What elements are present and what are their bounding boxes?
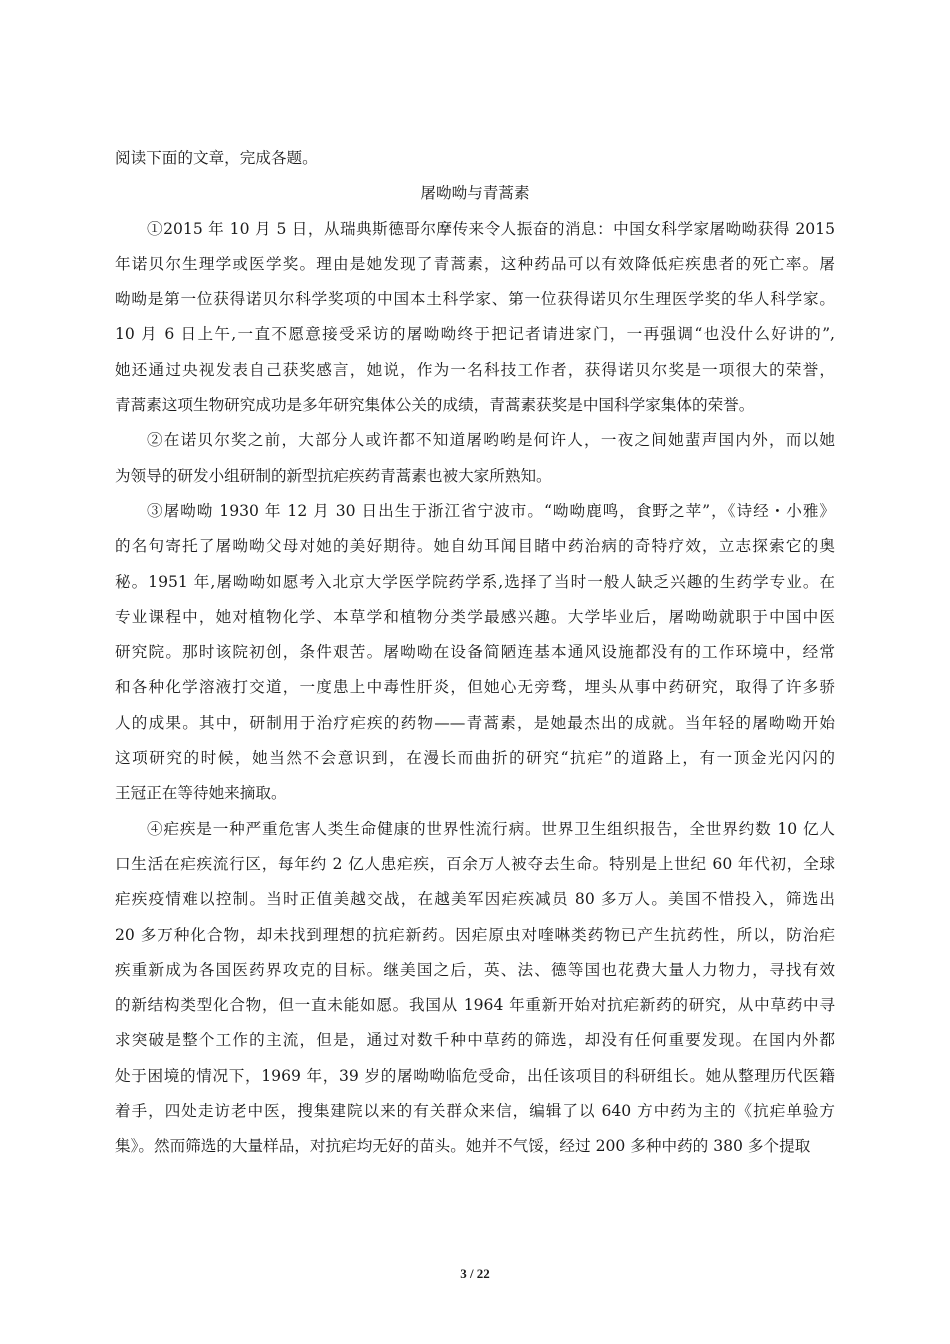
paragraph-line: 为领导的研发小组研制的新型抗疟疾药青蒿素也被大家所熟知。 [115,466,552,485]
page-number: 3 / 22 [460,1266,490,1281]
paragraph-line: 10 月 6 日上午,一直不愿意接受采访的屠呦呦终于把记者请进家门，一再强调“也没什么好讲的”, [115,325,835,344]
paragraph-line: ③屠呦呦 1930 年 12 月 30 日出生于浙江省宁波市。“呦呦鹿鸣，食野之苹”，《诗经・小雅》 [147,501,835,520]
paragraph-line: 这项研究的时候，她当然不会意识到，在漫长而曲折的研究“抗疟”的道路上，有一顶金光闪闪的 [115,749,835,768]
paragraph-line: 疾重新成为各国医药界攻克的目标。继美国之后，英、法、德等国也花费大量人力物力，寻找有效 [115,960,835,979]
paragraph-line: 王冠正在等待她来摘取。 [115,784,287,803]
article-paragraphs [115,212,835,1165]
paragraph-line: 研究院。那时该院初创，条件艰苦。屠呦呦在设备简陋连基本通风设施都没有的工作环境中，经常 [115,643,835,662]
paragraph-line: 的新结构类型化合物，但一直未能如愿。我国从 1964 年重新开始对抗疟新药的研究，从中草药中寻 [115,996,835,1015]
paragraph-line: 20 多万种化合物，却未找到理想的抗疟新药。因疟原虫对喹啉类药物已产生抗药性，所以，防治疟 [115,925,835,944]
paragraph [115,423,835,494]
paragraph-line: ④疟疾是一种严重危害人类生命健康的世界性流行病。世界卫生组织报告，全世界约数 10 亿人 [147,819,835,838]
paragraph-line: 秘。1951 年,屠呦呦如愿考入北京大学医学院药学系,选择了当时一般人缺乏兴趣的生药学专业。在 [115,572,835,591]
paragraph-line: 集》。然而筛选的大量样品，对抗疟均无好的苗头。她并不气馁，经过 200 多种中药的 380 多个提取 [115,1137,811,1156]
paragraph-line: 呦呦是第一位获得诺贝尔科学奖项的中国本土科学家、第一位获得诺贝尔生理医学奖的华人科学家。 [115,290,835,309]
paragraph-line: 青蒿素这项生物研究成功是多年研究集体公关的成绩，青蒿素获奖是中国科学家集体的荣誉。 [115,396,755,415]
paragraph [115,212,835,424]
paragraph-line: 年诺贝尔生理学或医学奖。理由是她发现了青蒿素，这种药品可以有效降低疟疾患者的死亡率。屠 [115,254,835,273]
paragraph-line: 疟疾疫情难以控制。当时正值美越交战，在越美军因疟疾减员 80 多万人。美国不惜投入，筛选出 [115,890,835,909]
paragraph-line: 和各种化学溶液打交道，一度患上中毒性肝炎，但她心无旁骛，埋头从事中药研究，取得了许多骄 [115,678,835,697]
paragraph-line: 着手，四处走访老中医，搜集建院以来的有关群众来信，编辑了以 640 方中药为主的《抗疟单验方 [115,1102,835,1121]
paragraph-line: 她还通过央视发表自己获奖感言，她说，作为一名科技工作者，获得诺贝尔奖是一项很大的荣誉， [115,360,835,379]
paragraph-line: 专业课程中，她对植物化学、本草学和植物分类学最感兴趣。大学毕业后，屠呦呦就职于中国中医 [115,607,835,626]
paragraph-line: 口生活在疟疾流行区，每年约 2 亿人患疟疾，百余万人被夺去生命。特别是上世纪 60 年代初，全球 [115,854,835,873]
paragraph-line: 人的成果。其中，研制用于治疗疟疾的药物——青蒿素，是她最杰出的成就。当年轻的屠呦呦开始 [115,713,835,732]
article-body [115,141,835,1165]
paragraph [115,812,835,1165]
paragraph-line: 处于困境的情况下，1969 年，39 岁的屠呦呦临危受命，出任该项目的科研组长。她从整理历代医籍 [115,1066,835,1085]
article-title: 屠呦呦与青蒿素 [420,184,530,203]
paragraph-line: 求突破是整个工作的主流，但是，通过对数千种中草药的筛选，却没有任何重要发现。在国内外都 [115,1031,835,1050]
paragraph [115,494,835,812]
paragraph-line: ①2015 年 10 月 5 日，从瑞典斯德哥尔摩传来令人振奋的消息：中国女科学家屠呦呦获得 2015 [147,219,835,238]
instruction-text: 阅读下面的文章，完成各题。 [115,149,318,167]
paragraph-line: 的名句寄托了屠呦呦父母对她的美好期待。她自幼耳闻目睹中药治病的奇特疗效，立志探索它的奥 [115,537,835,556]
paragraph-line: ②在诺贝尔奖之前，大部分人或许都不知道屠哟哟是何许人，一夜之间她蜚声国内外，而以她 [147,431,835,450]
